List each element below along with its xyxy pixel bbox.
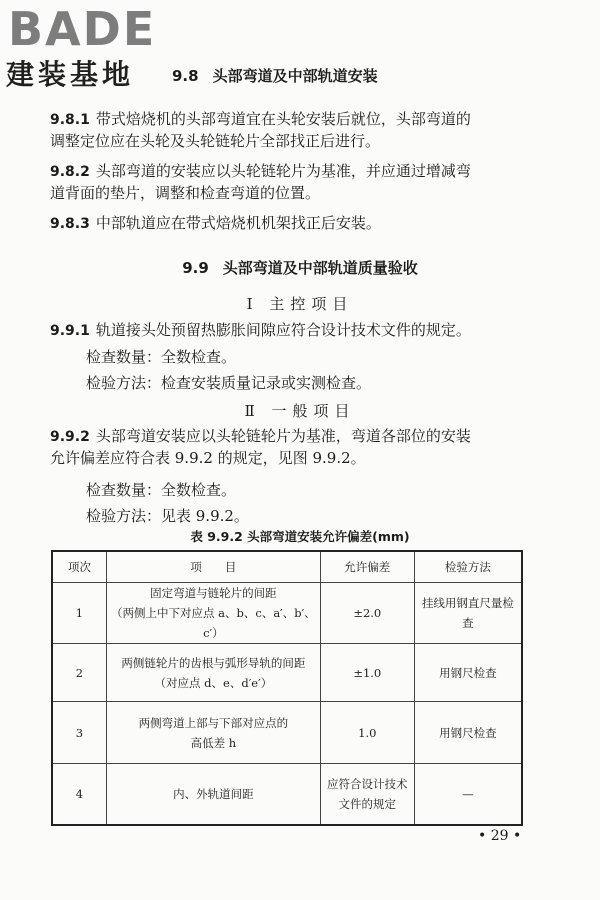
clause-number: 9.8.3 <box>50 216 90 232</box>
logo-subtitle: 建装基地 <box>6 58 135 91</box>
clause-9-8-2 <box>50 161 550 204</box>
table-row <box>52 583 522 644</box>
check-quantity: 检查数量：全数检查。 <box>86 348 237 366</box>
cell-tolerance: ±2.0 <box>320 583 414 644</box>
section-title: 头部弯道及中部轨道质量验收 <box>222 259 418 277</box>
cell-tolerance-line: 文件的规定 <box>338 797 397 811</box>
clause-9-8-3 <box>50 213 550 235</box>
clause-9-8-1 <box>50 109 550 152</box>
main-items-heading: Ⅰ 主控项目 <box>246 295 354 313</box>
cell-item-line: 两侧弯道上部与下部对应点的 <box>138 715 289 730</box>
cell-item-line: （两侧上中下对应点 a、b、c、a′、b′、c′） <box>111 606 316 640</box>
clause-text-cont: 调整定位应在头轮及头轮链轮片全部找正后进行。 <box>50 132 381 150</box>
page-number: • 29 • <box>478 828 522 844</box>
logo <box>6 4 176 92</box>
header-no: 项次 <box>52 551 106 583</box>
cell-method: 用钢尺检查 <box>414 644 522 702</box>
cell-item-line: （对应点 d、e、d′e′） <box>154 675 273 690</box>
cell-tolerance <box>320 764 414 826</box>
table-row <box>52 764 522 826</box>
clause-text: 头部弯道安装应以头轮链轮片为基准，弯道各部位的安装 <box>95 427 471 445</box>
cell-no: 4 <box>52 764 106 826</box>
cell-no: 2 <box>52 644 106 702</box>
clause-text-cont: 道背面的垫片，调整和检查弯道的位置。 <box>50 184 321 202</box>
clause-number: 9.9.2 <box>50 429 90 445</box>
table-row <box>52 702 522 764</box>
cell-item-line: 高低差 h <box>190 735 237 750</box>
table-caption: 表 9.9.2 头部弯道安装允许偏差(mm) <box>190 529 410 544</box>
section-heading-9-8 <box>172 65 378 86</box>
cell-method: — <box>414 764 522 826</box>
cell-item-line: 两侧链轮片的齿根与弧形导轨的间距 <box>121 655 306 670</box>
cell-method: 挂线用钢直尺量检查 <box>414 583 522 644</box>
cell-tolerance: 1.0 <box>320 702 414 764</box>
header-tolerance: 允许偏差 <box>320 551 414 583</box>
section-number: 9.9 <box>182 259 209 277</box>
clause-text: 头部弯道的安装应以头轮链轮片为基准，并应通过增减弯 <box>95 162 471 180</box>
clause-text-cont: 允许偏差应符合表 9.9.2 的规定，见图 9.9.2。 <box>50 449 366 467</box>
check-method: 检验方法：检查安装质量记录或实测检查。 <box>86 374 372 392</box>
deviation-table <box>51 550 523 826</box>
header-item: 项 目 <box>106 551 320 583</box>
cell-item <box>106 583 320 644</box>
cell-no: 3 <box>52 702 106 764</box>
section-title: 头部弯道及中部轨道安装 <box>212 67 378 85</box>
clause-text: 轨道接头处预留热膨胀间隙应符合设计技术文件的规定。 <box>95 321 471 339</box>
clause-number: 9.8.2 <box>50 164 90 180</box>
header-method: 检验方法 <box>414 551 522 583</box>
clause-9-9-1 <box>50 320 550 342</box>
clause-9-9-2 <box>50 426 550 469</box>
section-number: 9.8 <box>172 67 199 85</box>
cell-item-line: 固定弯道与链轮片的间距 <box>150 586 277 600</box>
cell-no: 1 <box>52 583 106 644</box>
clause-text: 中部轨道应在带式焙烧机机架找正后安装。 <box>95 214 381 232</box>
cell-item: 内、外轨道间距 <box>106 764 320 826</box>
cell-tolerance: ±1.0 <box>320 644 414 702</box>
logo-brand: BADE <box>8 2 157 56</box>
clause-number: 9.8.1 <box>50 112 90 128</box>
table-row <box>52 644 522 702</box>
clause-text: 带式焙烧机的头部弯道宜在头轮安装后就位，头部弯道的 <box>95 110 471 128</box>
check-quantity: 检查数量：全数检查。 <box>86 481 237 499</box>
cell-item <box>106 702 320 764</box>
clause-number: 9.9.1 <box>50 323 90 339</box>
cell-method: 用钢尺检查 <box>414 702 522 764</box>
cell-item <box>106 644 320 702</box>
general-items-heading: Ⅱ 一般项目 <box>244 402 356 420</box>
table-header-row <box>52 551 522 583</box>
section-heading-9-9 <box>0 257 600 278</box>
check-method: 检验方法：见表 9.9.2。 <box>86 507 249 525</box>
cell-tolerance-line: 应符合设计技术 <box>327 777 408 791</box>
